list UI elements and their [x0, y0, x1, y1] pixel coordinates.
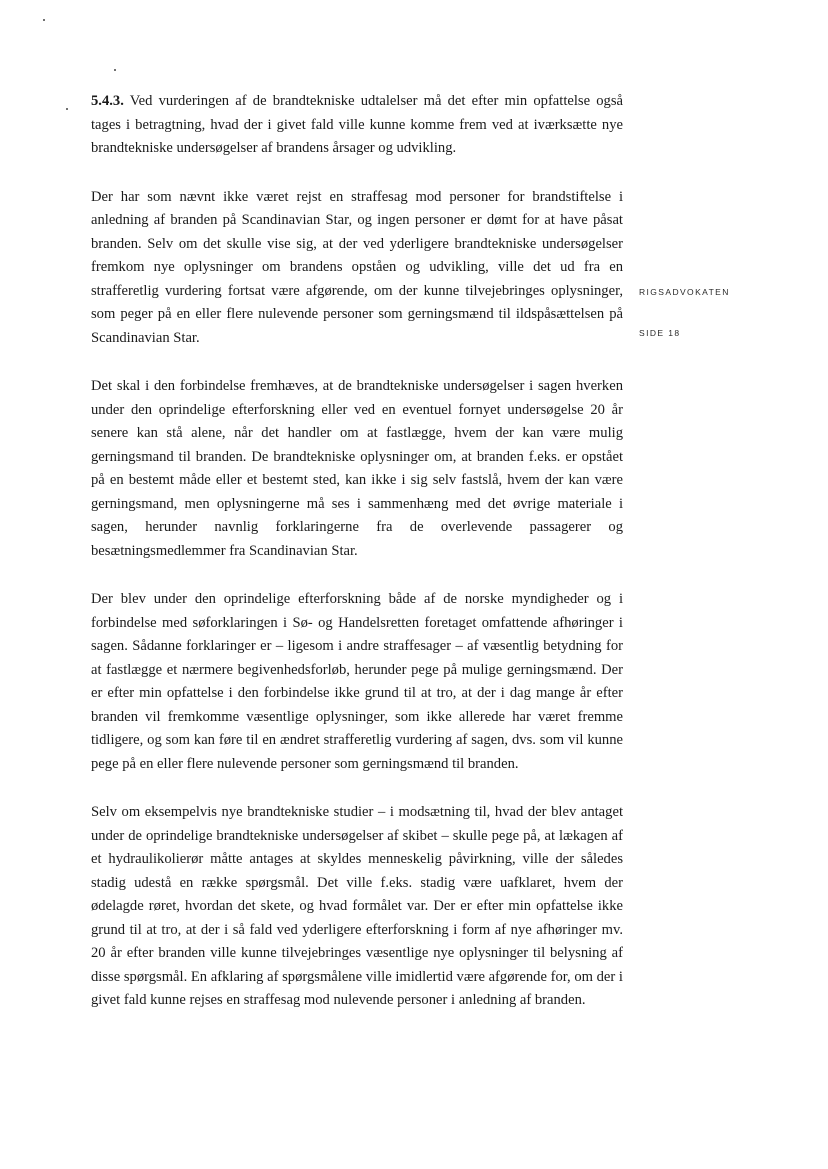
paragraph: Der blev under den oprindelige efterforskning både af de norske myndigheder og i forbindelse med søforklaringen i Sø- og Handelsretten foretaget omfattende afhøringer i sagen. Sådanne forklaringer er – ligesom i andre straffesager – af væsentlig betydning for at fastlægge et nærmere begivenhedsforløb, herunder pege på mulige gerningsmænd. Der er efter min opfattelse i den forbindelse ikke grund til at tro, at der i dag mange år efter branden vil fremkomme væsentlige oplysninger, som ikke allerede har været fremme tidligere, og som kan føre til en ændret strafferetlig vurdering af sagen, dvs. som vil kunne pege på en eller flere nulevende personer som gerningsmænd til branden. [91, 591, 623, 772]
paragraph: Der har som nævnt ikke været rejst en straffesag mod personer for brandstiftelse i anledning af branden på Scandinavian Star, og ingen personer er dømt for at have påsat branden. Selv om det skulle vise sig, at der ved yderligere brandtekniske undersøgelser fremkom nye oplysninger om brandens opståen og udvikling, ville det ud fra en strafferetlig vurdering fortsat være afgørende, om der kunne tilvejebringes oplysninger, som peger på en eller flere nulevende personer som gerningsmænd til ildspåsættelsen på Scandinavian Star. [91, 188, 623, 346]
scan-speck [114, 69, 116, 71]
document-body [91, 90, 623, 1038]
sidebar-page-number: SIDE 18 [639, 328, 681, 338]
paragraph-5-4-3 [91, 90, 623, 161]
paragraph: Selv om eksempelvis nye brandtekniske studier – i modsætning til, hvad der blev antaget under de oprindelige brandtekniske undersøgelser af skibet – skulle pege på, at lækagen af et hydraulikolierør måtte antages at skyldes menneskelig påvirkning, ville der således stadig udestå en række spørgsmål. Det ville f.eks. stadig være uafklaret, hvem der ødelagde røret, hvordan det skete, og hvad formålet var. Der er efter min opfattelse ikke grund til at tro, at der i så fald ved yderligere efterforskning i form af nye afhøringer mv. 20 år efter branden ville kunne tilvejebringes væsentlige nye oplysninger til belysning af disse spørgsmål. En afklaring af spørgsmålene ville imidlertid være afgørende for, om der i givet fald kunne rejses en straffesag mod nulevende personer i anledning af branden. [91, 804, 623, 1008]
sidebar-organization: RIGSADVOKATEN [639, 287, 730, 297]
paragraph: Det skal i den forbindelse fremhæves, at de brandtekniske undersøgelser i sagen hverken under den oprindelige efterforskning eller ved en eventuel fornyet undersøgelse 20 år senere kan stå alene, når det handler om at fastlægge, hvem der kan være mulig gerningsmand til branden. De brandtekniske oplysninger om, at branden f.eks. er opstået på en bestemt måde eller et bestemt sted, kan ikke i sig selv fastslå, hvem der kan være gerningsmand, men oplysningerne må ses i sammenhæng med det øvrige materiale i sagen, herunder navnlig forklaringerne fra de overlevende passagerer og besætningsmedlemmer fra Scandinavian Star. [91, 378, 623, 559]
paragraph-text: Ved vurderingen af de brandtekniske udtalelser må det efter min opfattelse også tages i betragtning, hvad der i givet fald ville kunne komme frem ved at iværksætte nye brandtekniske undersøgelser af brandens årsager og udvikling. [91, 93, 623, 156]
scan-speck [43, 19, 45, 21]
section-number: 5.4.3. [91, 93, 124, 109]
scan-speck [66, 108, 68, 110]
